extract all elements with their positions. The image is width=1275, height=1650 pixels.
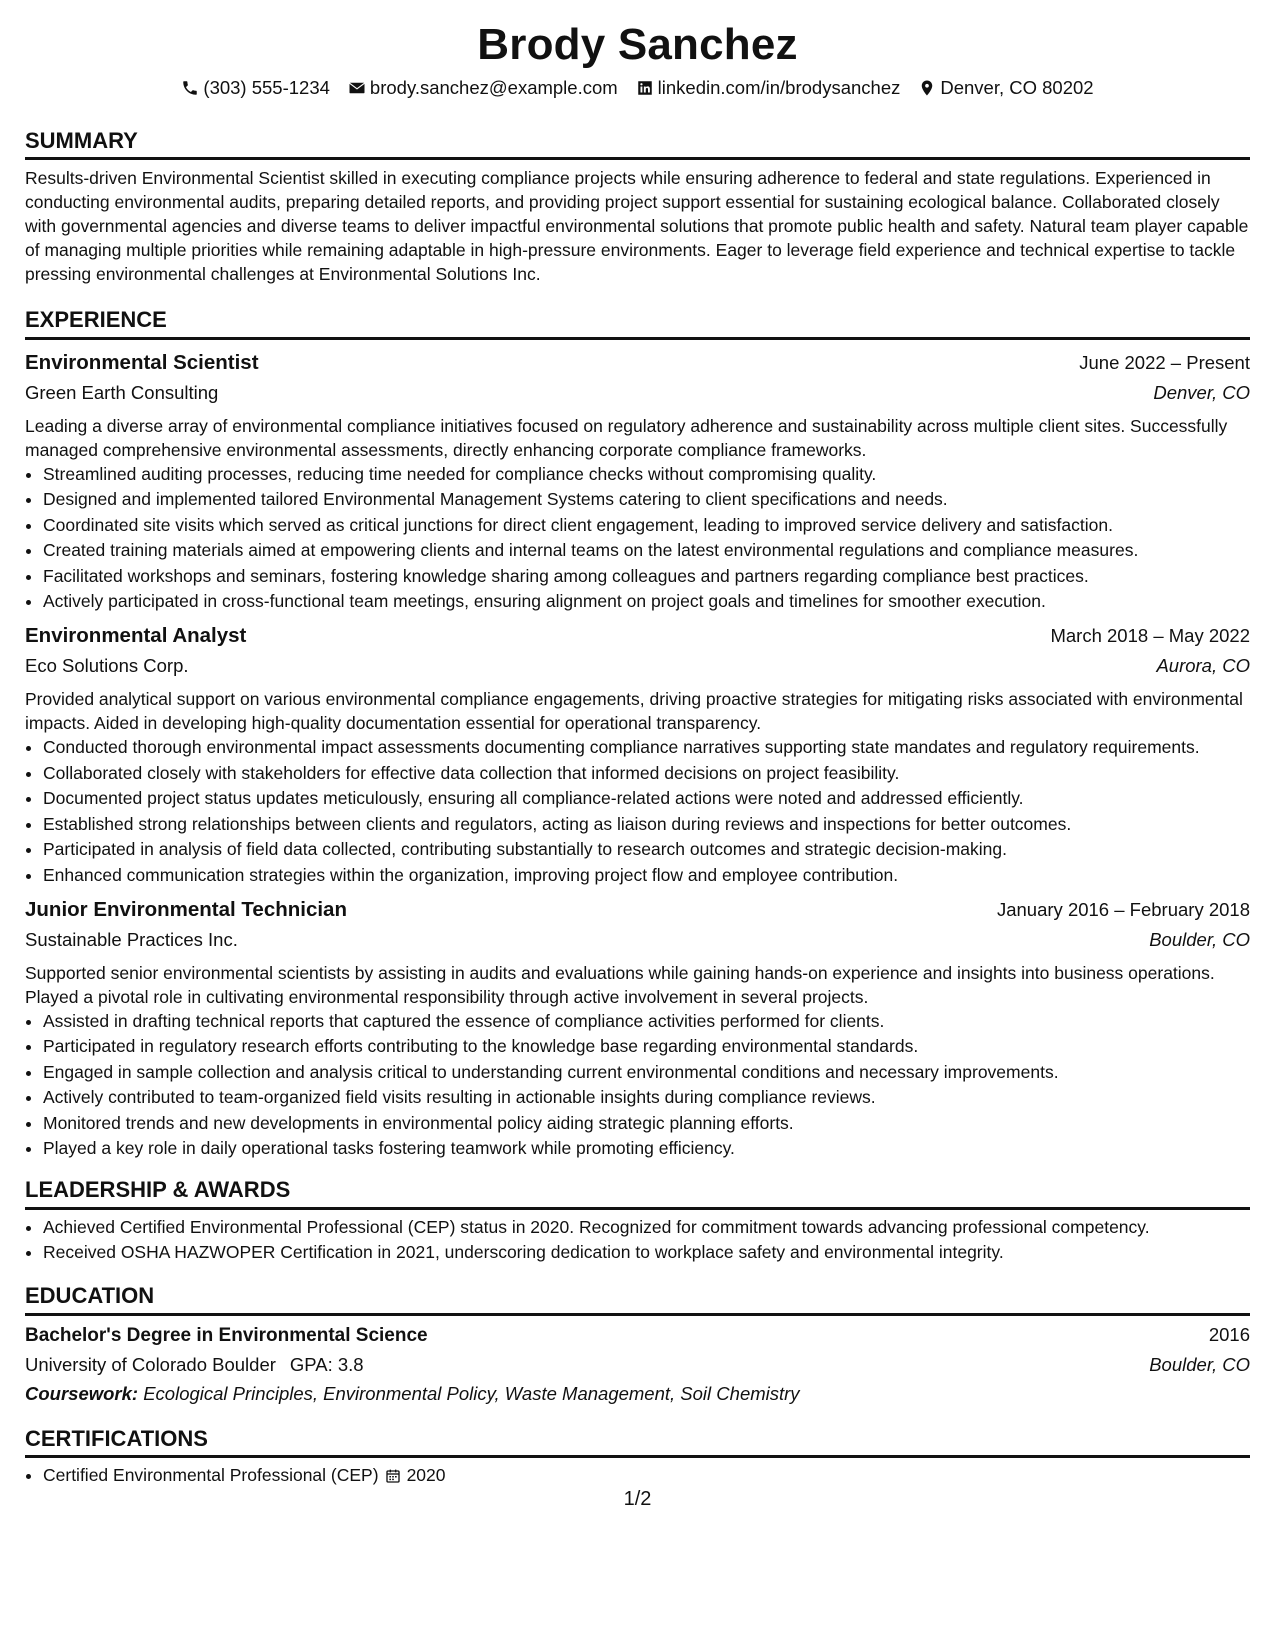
list-item: • Achieved Certified Environmental Professional (CEP) status in 2020. Recognized for commitment towards advancing professional competency. [43,1216,1250,1239]
job-bullets [25,736,1250,887]
education-degree: Bachelor's Degree in Environmental Science [25,1324,428,1346]
list-item [43,1464,1250,1487]
job-title: Environmental Scientist [25,350,259,374]
experience-heading: EXPERIENCE [25,306,1250,340]
list-item: • Received OSHA HAZWOPER Certification in 2021, underscoring dedication to workplace safety and environmental integrity. [43,1241,1250,1264]
coursework-list: Ecological Principles, Environmental Policy, Waste Management, Soil Chemistry [143,1382,800,1404]
certifications-heading: CERTIFICATIONS [25,1425,1250,1459]
list-item: • Enhanced communication strategies within the organization, improving project flow and employee contribution. [43,864,1250,887]
certifications-list [25,1464,1250,1487]
location-text: Denver, CO 80202 [940,76,1094,98]
education-gpa: GPA: 3.8 [289,1353,364,1375]
contact-linkedin[interactable] [636,77,901,99]
list-item: • Conducted thorough environmental impact assessments documenting compliance narratives supporting state mandates and regulatory requirements. [43,736,1250,759]
job-bullets [25,463,1250,614]
page-number: 1/2 [623,1488,652,1510]
summary-section [25,127,1250,287]
list-item: • Facilitated workshops and seminars, fostering knowledge sharing among colleagues and partners regarding compliance best practices. [43,565,1250,588]
list-item: • Collaborated closely with stakeholders for effective data collection that informed decisions on project feasibility. [43,762,1250,785]
job-dates: January 2016 – February 2018 [996,898,1250,920]
job-dates: June 2022 – Present [1079,351,1250,373]
job-company: Sustainable Practices Inc. [25,928,238,950]
job-location: Denver, CO [1153,381,1250,403]
list-item: • Coordinated site visits which served as critical junctions for direct client engagement, leading to improved service delivery and satisfaction. [43,514,1250,537]
leadership-heading: LEADERSHIP & AWARDS [25,1176,1250,1210]
job-dates: March 2018 – May 2022 [1050,625,1250,647]
certification-year: 2020 [406,1465,446,1486]
list-item: • Designed and implemented tailored Environmental Management Systems catering to client specifications and needs. [43,488,1250,511]
education-school: University of Colorado Boulder [25,1353,276,1375]
education-coursework [25,1379,1250,1409]
list-item: • Actively participated in cross-functional team meetings, ensuring alignment on project goals and timelines for smoother execution. [43,590,1250,613]
job-company: Eco Solutions Corp. [25,655,189,677]
job-location: Aurora, CO [1156,655,1250,677]
summary-text: Results-driven Environmental Scientist skilled in executing compliance projects while ensuring adherence to federal and state regulations. Experienced in conducting environmental audits, preparing detailed reports, and providing project support essential for sustaining ecological balance. Collaborated closely with governmental agencies and diverse teams to deliver impactful environmental solutions that promote public health and safety. Natural team player capable of managing multiple priorities while remaining adaptable in high-pressure environments. Eager to leverage field experience and technical expertise to tackle pressing environmental challenges at Environmental Solutions Inc. [25,168,1249,285]
contact-email[interactable] [348,77,618,99]
calendar-icon [385,1468,401,1484]
envelope-icon [348,79,366,97]
leadership-bullets [25,1216,1250,1265]
job-description: Leading a diverse array of environmental compliance initiatives focused on regulatory adherence and sustainability across multiple client sites. Successfully managed comprehensive environmental assessments, directly enhancing corporate compliance frameworks. [25,415,1228,460]
summary-heading: SUMMARY [25,127,1250,161]
contact-bar [25,77,1250,99]
list-item: • Streamlined auditing processes, reducing time needed for compliance checks without compromising quality. [43,463,1250,486]
job-entry [25,895,1250,1161]
list-item: • Participated in regulatory research efforts contributing to the knowledge base regarding environmental standards. [43,1035,1250,1058]
leadership-section [25,1176,1250,1264]
linkedin-text: linkedin.com/in/brodysanchez [657,76,901,98]
education-year: 2016 [1208,1323,1250,1345]
education-heading: EDUCATION [25,1282,1250,1316]
list-item: • Participated in analysis of field data collected, contributing substantially to research outcomes and strategic decision-making. [43,838,1250,861]
phone-text: (303) 555-1234 [203,76,330,98]
map-pin-icon [918,79,936,97]
job-entry [25,621,1250,887]
phone-icon [181,79,199,97]
education-section [25,1282,1250,1409]
list-item: • Documented project status updates meticulously, ensuring all compliance-related actions were noted and addressed efficiently. [43,787,1250,810]
job-company: Green Earth Consulting [25,381,219,403]
list-item: • Assisted in drafting technical reports that captured the essence of compliance activities performed for clients. [43,1010,1250,1033]
list-item: • Played a key role in daily operational tasks fostering teamwork while promoting efficiency. [43,1137,1250,1160]
job-entry [25,348,1250,614]
coursework-label: Coursework: [25,1382,139,1404]
job-bullets [25,1010,1250,1161]
contact-location [918,77,1093,99]
job-description: Supported senior environmental scientists by assisting in audits and evaluations while gaining hands-on experience and insights into business operations. Played a pivotal role in cultivating environmental responsibility through active involvement in several projects. [25,962,1215,1007]
email-text: brody.sanchez@example.com [369,76,618,98]
linkedin-icon [636,79,654,97]
job-location: Boulder, CO [1149,928,1250,950]
list-item: • Created training materials aimed at empowering clients and internal teams on the latest environmental regulations and compliance measures. [43,539,1250,562]
job-title: Environmental Analyst [25,624,247,648]
list-item: • Established strong relationships between clients and regulators, acting as liaison during reviews and inspections for better outcomes. [43,813,1250,836]
certification-name: • Certified Environmental Professional (CEP) [43,1465,379,1486]
list-item: • Monitored trends and new developments in environmental policy aiding strategic planning efforts. [43,1112,1250,1135]
list-item: • Engaged in sample collection and analysis critical to understanding current environmental conditions and necessary improvements. [43,1061,1250,1084]
experience-section [25,306,1250,1160]
certifications-section [25,1425,1250,1488]
job-description: Provided analytical support on various environmental compliance engagements, driving proactive strategies for mitigating risks associated with environmental impacts. Aided in developing high-quality documentation essential for operational transparency. [25,689,1243,734]
list-item: • Actively contributed to team-organized field visits resulting in actionable insights during compliance reviews. [43,1086,1250,1109]
candidate-name: Brody Sanchez [477,20,798,69]
job-title: Junior Environmental Technician [25,897,347,921]
education-location: Boulder, CO [1149,1353,1250,1375]
contact-phone[interactable] [181,77,330,99]
